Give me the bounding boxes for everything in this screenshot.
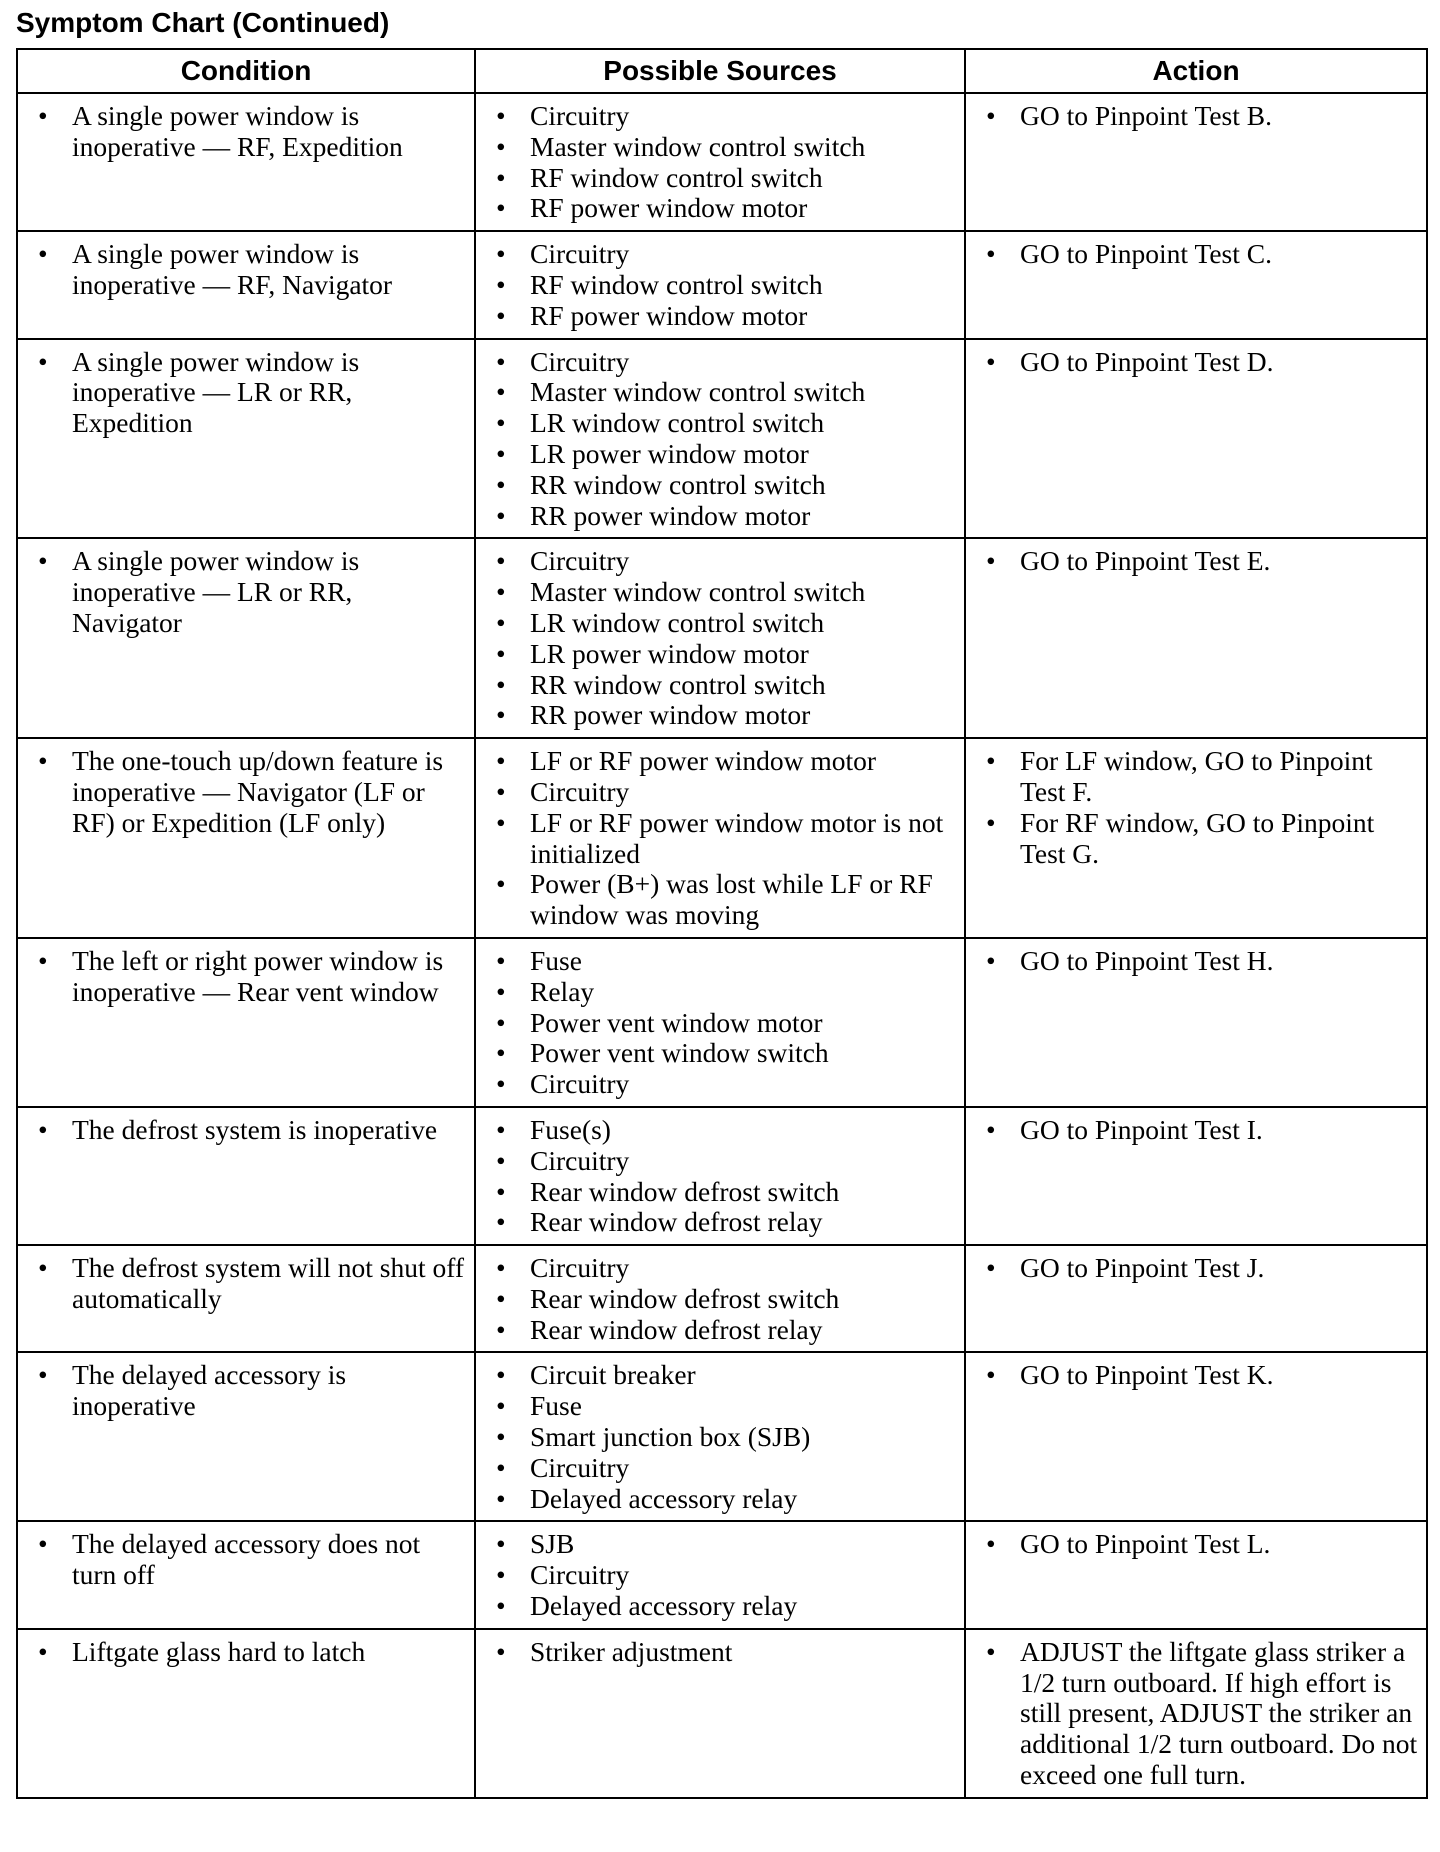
list-item [484, 347, 956, 378]
bullet-icon: • [38, 545, 48, 577]
list-item-text: RR window control switch [530, 468, 826, 500]
bullet-icon: • [496, 468, 506, 500]
list-item [484, 577, 956, 608]
list-item-text: GO to Pinpoint Test C. [1020, 238, 1272, 270]
condition-cell [17, 1107, 475, 1245]
action-cell [965, 1107, 1427, 1245]
condition-cell [17, 938, 475, 1107]
list-item-text: Master window control switch [530, 376, 866, 408]
list-item [26, 1253, 466, 1315]
bullet-list [476, 1522, 964, 1627]
list-item [484, 608, 956, 639]
bullet-icon: • [38, 238, 48, 270]
page-title: Symptom Chart (Continued) [16, 7, 390, 38]
sources-cell [475, 538, 965, 738]
list-item-text: Rear window defrost switch [530, 1175, 840, 1207]
bullet-list [476, 1246, 964, 1351]
list-item [484, 869, 956, 931]
list-item [26, 946, 466, 1008]
list-item-text: Circuitry [530, 1559, 630, 1591]
list-item-text: Fuse [530, 1390, 582, 1422]
list-item [484, 777, 956, 808]
list-item [484, 1069, 956, 1100]
list-item [484, 1315, 956, 1346]
list-item-text: The defrost system will not shut off automatically [72, 1252, 465, 1314]
bullet-icon: • [986, 1252, 996, 1284]
bullet-icon: • [496, 238, 506, 270]
bullet-icon: • [496, 100, 506, 131]
bullet-list [476, 1630, 964, 1674]
bullet-icon: • [496, 299, 506, 331]
sources-cell [475, 1629, 965, 1798]
list-item [484, 1008, 956, 1039]
bullet-icon: • [496, 775, 506, 807]
bullet-icon: • [496, 1590, 506, 1622]
bullet-icon: • [496, 192, 506, 224]
bullet-icon: • [496, 1635, 506, 1667]
action-cell [965, 1352, 1427, 1521]
list-item-text: LF or RF power window motor [530, 745, 877, 777]
table-header-row [17, 49, 1427, 93]
list-item [484, 1207, 956, 1238]
list-item-text: Circuitry [530, 775, 630, 807]
list-item [974, 946, 1418, 977]
list-item [26, 239, 466, 301]
list-item [484, 639, 956, 670]
bullet-list [18, 1353, 474, 1428]
list-item [484, 1146, 956, 1177]
bullet-icon: • [496, 806, 506, 838]
list-item [484, 746, 956, 777]
list-item [484, 408, 956, 439]
sources-cell [475, 1352, 965, 1521]
bullet-icon: • [496, 1068, 506, 1100]
bullet-icon: • [496, 944, 506, 976]
bullet-icon: • [986, 345, 996, 377]
bullet-list [18, 1108, 474, 1152]
bullet-list [966, 1353, 1426, 1397]
list-item [26, 1637, 466, 1668]
list-item [484, 501, 956, 532]
bullet-list [476, 939, 964, 1106]
bullet-icon: • [496, 1175, 506, 1207]
bullet-icon: • [496, 606, 506, 638]
list-item-text: For RF window, GO to Pinpoint Test G. [1020, 806, 1375, 869]
table-row [17, 1245, 1427, 1352]
list-item [484, 1391, 956, 1422]
action-cell [965, 339, 1427, 539]
condition-cell [17, 738, 475, 938]
list-item-text: GO to Pinpoint Test H. [1020, 944, 1274, 976]
bullet-list [18, 739, 474, 844]
list-item [484, 670, 956, 701]
bullet-list [476, 1108, 964, 1244]
list-item-text: GO to Pinpoint Test L. [1020, 1528, 1271, 1560]
list-item [974, 1115, 1418, 1146]
sources-cell [475, 1107, 965, 1245]
bullet-icon: • [496, 268, 506, 300]
list-item-text: Smart junction box (SJB) [530, 1421, 811, 1453]
action-cell [965, 538, 1427, 738]
list-item-text: Master window control switch [530, 130, 866, 162]
bullet-icon: • [496, 161, 506, 193]
bullet-list [18, 539, 474, 644]
bullet-icon: • [496, 1282, 506, 1314]
bullet-icon: • [496, 1359, 506, 1391]
list-item [484, 700, 956, 731]
list-item-text: Power (B+) was lost while LF or RF window was moving [530, 868, 933, 931]
bullet-icon: • [38, 1359, 48, 1391]
list-item-text: The delayed accessory does not turn off [72, 1528, 421, 1591]
table-row [17, 1629, 1427, 1798]
table-row [17, 231, 1427, 338]
action-cell [965, 93, 1427, 231]
list-item-text: Fuse [530, 944, 582, 976]
list-item-text: Relay [530, 975, 595, 1007]
list-item [484, 439, 956, 470]
list-item [26, 101, 466, 163]
bullet-list [476, 1353, 964, 1520]
list-item [484, 163, 956, 194]
bullet-icon: • [986, 100, 996, 131]
list-item [484, 1637, 956, 1668]
bullet-icon: • [496, 745, 506, 777]
bullet-list [966, 1108, 1426, 1152]
list-item [974, 1253, 1418, 1284]
list-item-text: Striker adjustment [530, 1635, 733, 1667]
bullet-icon: • [496, 1559, 506, 1591]
bullet-icon: • [496, 699, 506, 731]
list-item [484, 1591, 956, 1622]
list-item [26, 1360, 466, 1422]
list-item-text: RR window control switch [530, 668, 826, 700]
list-item [26, 546, 466, 638]
list-item-text: Fuse(s) [530, 1113, 611, 1145]
bullet-icon: • [496, 1528, 506, 1560]
bullet-icon: • [986, 1113, 996, 1145]
bullet-icon: • [38, 1252, 48, 1284]
list-item-text: GO to Pinpoint Test J. [1020, 1252, 1265, 1284]
list-item-text: Master window control switch [530, 576, 866, 608]
sources-cell [475, 339, 965, 539]
bullet-list [476, 340, 964, 538]
list-item-text: Rear window defrost relay [530, 1313, 823, 1345]
header-condition: Condition [17, 49, 475, 93]
list-item-text: Circuitry [530, 545, 630, 577]
list-item [974, 746, 1418, 808]
bullet-list [476, 232, 964, 337]
table-row [17, 738, 1427, 938]
list-item-text: Rear window defrost relay [530, 1206, 823, 1238]
bullet-icon: • [496, 1206, 506, 1238]
sources-cell [475, 938, 965, 1107]
header-possible-sources: Possible Sources [475, 49, 965, 93]
list-item-text: Circuitry [530, 1252, 630, 1284]
bullet-list [18, 94, 474, 169]
list-item [26, 746, 466, 838]
bullet-list [966, 232, 1426, 276]
list-item-text: A single power window is inoperative — RF, Navigator [72, 238, 393, 300]
bullet-icon: • [496, 637, 506, 669]
list-item [974, 1360, 1418, 1391]
bullet-list [966, 1630, 1426, 1797]
list-item [484, 1529, 956, 1560]
bullet-icon: • [496, 499, 506, 531]
list-item [974, 347, 1418, 378]
list-item [484, 1115, 956, 1146]
action-cell [965, 1521, 1427, 1628]
list-item-text: Liftgate glass hard to latch [72, 1635, 366, 1667]
bullet-icon: • [496, 437, 506, 469]
bullet-icon: • [986, 806, 996, 838]
list-item [974, 239, 1418, 270]
bullet-list [476, 539, 964, 737]
table-row [17, 93, 1427, 231]
table-row [17, 1521, 1427, 1628]
bullet-icon: • [496, 1037, 506, 1069]
sources-cell [475, 738, 965, 938]
list-item-text: LR power window motor [530, 637, 809, 669]
bullet-icon: • [496, 1006, 506, 1038]
list-item [484, 808, 956, 870]
list-item [484, 301, 956, 332]
table-body [17, 93, 1427, 1798]
bullet-list [18, 232, 474, 307]
list-item-text: LR window control switch [530, 606, 825, 638]
bullet-icon: • [496, 1313, 506, 1345]
list-item-text: LR power window motor [530, 437, 809, 469]
list-item [484, 132, 956, 163]
bullet-icon: • [38, 100, 48, 131]
list-item [484, 1422, 956, 1453]
action-cell [965, 1629, 1427, 1798]
list-item-text: RF power window motor [530, 192, 808, 224]
bullet-icon: • [496, 576, 506, 608]
list-item-text: ADJUST the liftgate glass striker a 1/2 turn outboard. If high effort is still present, ADJUST the striker an additional 1/2 turn outboard. Do not exceed one full turn. [1020, 1635, 1418, 1791]
bullet-icon: • [496, 376, 506, 408]
symptom-table [16, 48, 1428, 1799]
bullet-list [966, 94, 1426, 138]
bullet-icon: • [496, 668, 506, 700]
list-item [974, 808, 1418, 870]
bullet-list [966, 340, 1426, 384]
list-item [484, 1484, 956, 1515]
bullet-list [966, 739, 1426, 875]
list-item [26, 1529, 466, 1591]
bullet-list [476, 94, 964, 230]
list-item-text: RF window control switch [530, 161, 823, 193]
list-item-text: Circuitry [530, 1451, 630, 1483]
header-action: Action [965, 49, 1427, 93]
list-item-text: A single power window is inoperative — RF, Expedition [72, 100, 403, 162]
bullet-icon: • [496, 545, 506, 577]
list-item [484, 1453, 956, 1484]
list-item [484, 946, 956, 977]
bullet-icon: • [496, 868, 506, 900]
list-item [484, 470, 956, 501]
list-item-text: Power vent window motor [530, 1006, 823, 1038]
action-cell [965, 231, 1427, 338]
list-item [484, 977, 956, 1008]
table-row [17, 938, 1427, 1107]
bullet-list [18, 939, 474, 1014]
bullet-icon: • [496, 1451, 506, 1483]
action-cell [965, 1245, 1427, 1352]
action-cell [965, 738, 1427, 938]
list-item-text: Circuitry [530, 345, 630, 377]
condition-cell [17, 1521, 475, 1628]
list-item-text: Circuit breaker [530, 1359, 696, 1391]
list-item-text: GO to Pinpoint Test D. [1020, 345, 1274, 377]
condition-cell [17, 538, 475, 738]
list-item-text: The defrost system is inoperative [72, 1113, 438, 1145]
list-item [26, 347, 466, 439]
bullet-list [18, 340, 474, 445]
bullet-icon: • [38, 1528, 48, 1560]
bullet-icon: • [38, 1113, 48, 1145]
list-item [484, 546, 956, 577]
bullet-icon: • [38, 1635, 48, 1667]
sources-cell [475, 231, 965, 338]
sources-cell [475, 1521, 965, 1628]
bullet-list [18, 1246, 474, 1321]
bullet-list [966, 1246, 1426, 1290]
list-item-text: Circuitry [530, 238, 630, 270]
list-item-text: RR power window motor [530, 699, 811, 731]
list-item [484, 1177, 956, 1208]
list-item-text: Rear window defrost switch [530, 1282, 840, 1314]
list-item-text: LF or RF power window motor is not initialized [530, 806, 944, 869]
list-item-text: Circuitry [530, 1068, 630, 1100]
bullet-icon: • [986, 1635, 996, 1667]
list-item [484, 1253, 956, 1284]
list-item [484, 270, 956, 301]
bullet-icon: • [496, 1482, 506, 1514]
bullet-icon: • [496, 975, 506, 1007]
list-item [26, 1115, 466, 1146]
bullet-icon: • [496, 345, 506, 377]
list-item [974, 101, 1418, 132]
list-item-text: For LF window, GO to Pinpoint Test F. [1020, 745, 1373, 807]
bullet-icon: • [496, 1144, 506, 1176]
bullet-list [18, 1522, 474, 1597]
list-item-text: The delayed accessory is inoperative [72, 1359, 347, 1422]
list-item [484, 193, 956, 224]
list-item-text: GO to Pinpoint Test E. [1020, 545, 1271, 577]
condition-cell [17, 231, 475, 338]
list-item [484, 1360, 956, 1391]
list-item [974, 1637, 1418, 1791]
list-item-text: The left or right power window is inoperative — Rear vent window [72, 944, 444, 1007]
list-item-text: SJB [530, 1528, 575, 1560]
bullet-icon: • [986, 1528, 996, 1560]
sources-cell [475, 1245, 965, 1352]
bullet-icon: • [38, 345, 48, 377]
list-item-text: Delayed accessory relay [530, 1482, 798, 1514]
bullet-icon: • [496, 1421, 506, 1453]
condition-cell [17, 339, 475, 539]
list-item-text: GO to Pinpoint Test K. [1020, 1359, 1274, 1391]
bullet-icon: • [986, 238, 996, 270]
condition-cell [17, 1629, 475, 1798]
bullet-icon: • [38, 745, 48, 777]
list-item [974, 1529, 1418, 1560]
bullet-list [476, 739, 964, 937]
bullet-list [966, 1522, 1426, 1566]
list-item [974, 546, 1418, 577]
bullet-icon: • [496, 1390, 506, 1422]
bullet-icon: • [496, 1252, 506, 1284]
list-item [484, 1038, 956, 1069]
list-item-text: Circuitry [530, 1144, 630, 1176]
condition-cell [17, 1352, 475, 1521]
list-item [484, 377, 956, 408]
list-item-text: Delayed accessory relay [530, 1590, 798, 1622]
bullet-icon: • [986, 545, 996, 577]
list-item-text: GO to Pinpoint Test B. [1020, 100, 1272, 131]
list-item [484, 101, 956, 132]
list-item-text: A single power window is inoperative — LR or RR, Navigator [72, 545, 360, 638]
bullet-icon: • [986, 1359, 996, 1391]
list-item-text: The one-touch up/down feature is inoperative — Navigator (LF or RF) or Expedition (LF only) [72, 745, 444, 838]
table-row [17, 339, 1427, 539]
bullet-icon: • [496, 130, 506, 162]
list-item-text: A single power window is inoperative — LR or RR, Expedition [72, 345, 360, 439]
bullet-icon: • [496, 1113, 506, 1145]
bullet-list [966, 539, 1426, 583]
list-item-text: Circuitry [530, 100, 630, 131]
table-row [17, 1352, 1427, 1521]
bullet-icon: • [38, 944, 48, 976]
bullet-list [966, 939, 1426, 983]
list-item-text: Power vent window switch [530, 1037, 829, 1069]
list-item-text: RF window control switch [530, 268, 823, 300]
list-item [484, 1560, 956, 1591]
bullet-icon: • [986, 745, 996, 777]
list-item-text: RR power window motor [530, 499, 811, 531]
bullet-icon: • [986, 944, 996, 976]
list-item [484, 239, 956, 270]
action-cell [965, 938, 1427, 1107]
table-row [17, 1107, 1427, 1245]
bullet-list [18, 1630, 474, 1674]
list-item [484, 1284, 956, 1315]
condition-cell [17, 1245, 475, 1352]
list-item-text: GO to Pinpoint Test I. [1020, 1113, 1263, 1145]
bullet-icon: • [496, 407, 506, 439]
sources-cell [475, 93, 965, 231]
table-row [17, 538, 1427, 738]
list-item-text: RF power window motor [530, 299, 808, 331]
list-item-text: LR window control switch [530, 407, 825, 439]
condition-cell [17, 93, 475, 231]
